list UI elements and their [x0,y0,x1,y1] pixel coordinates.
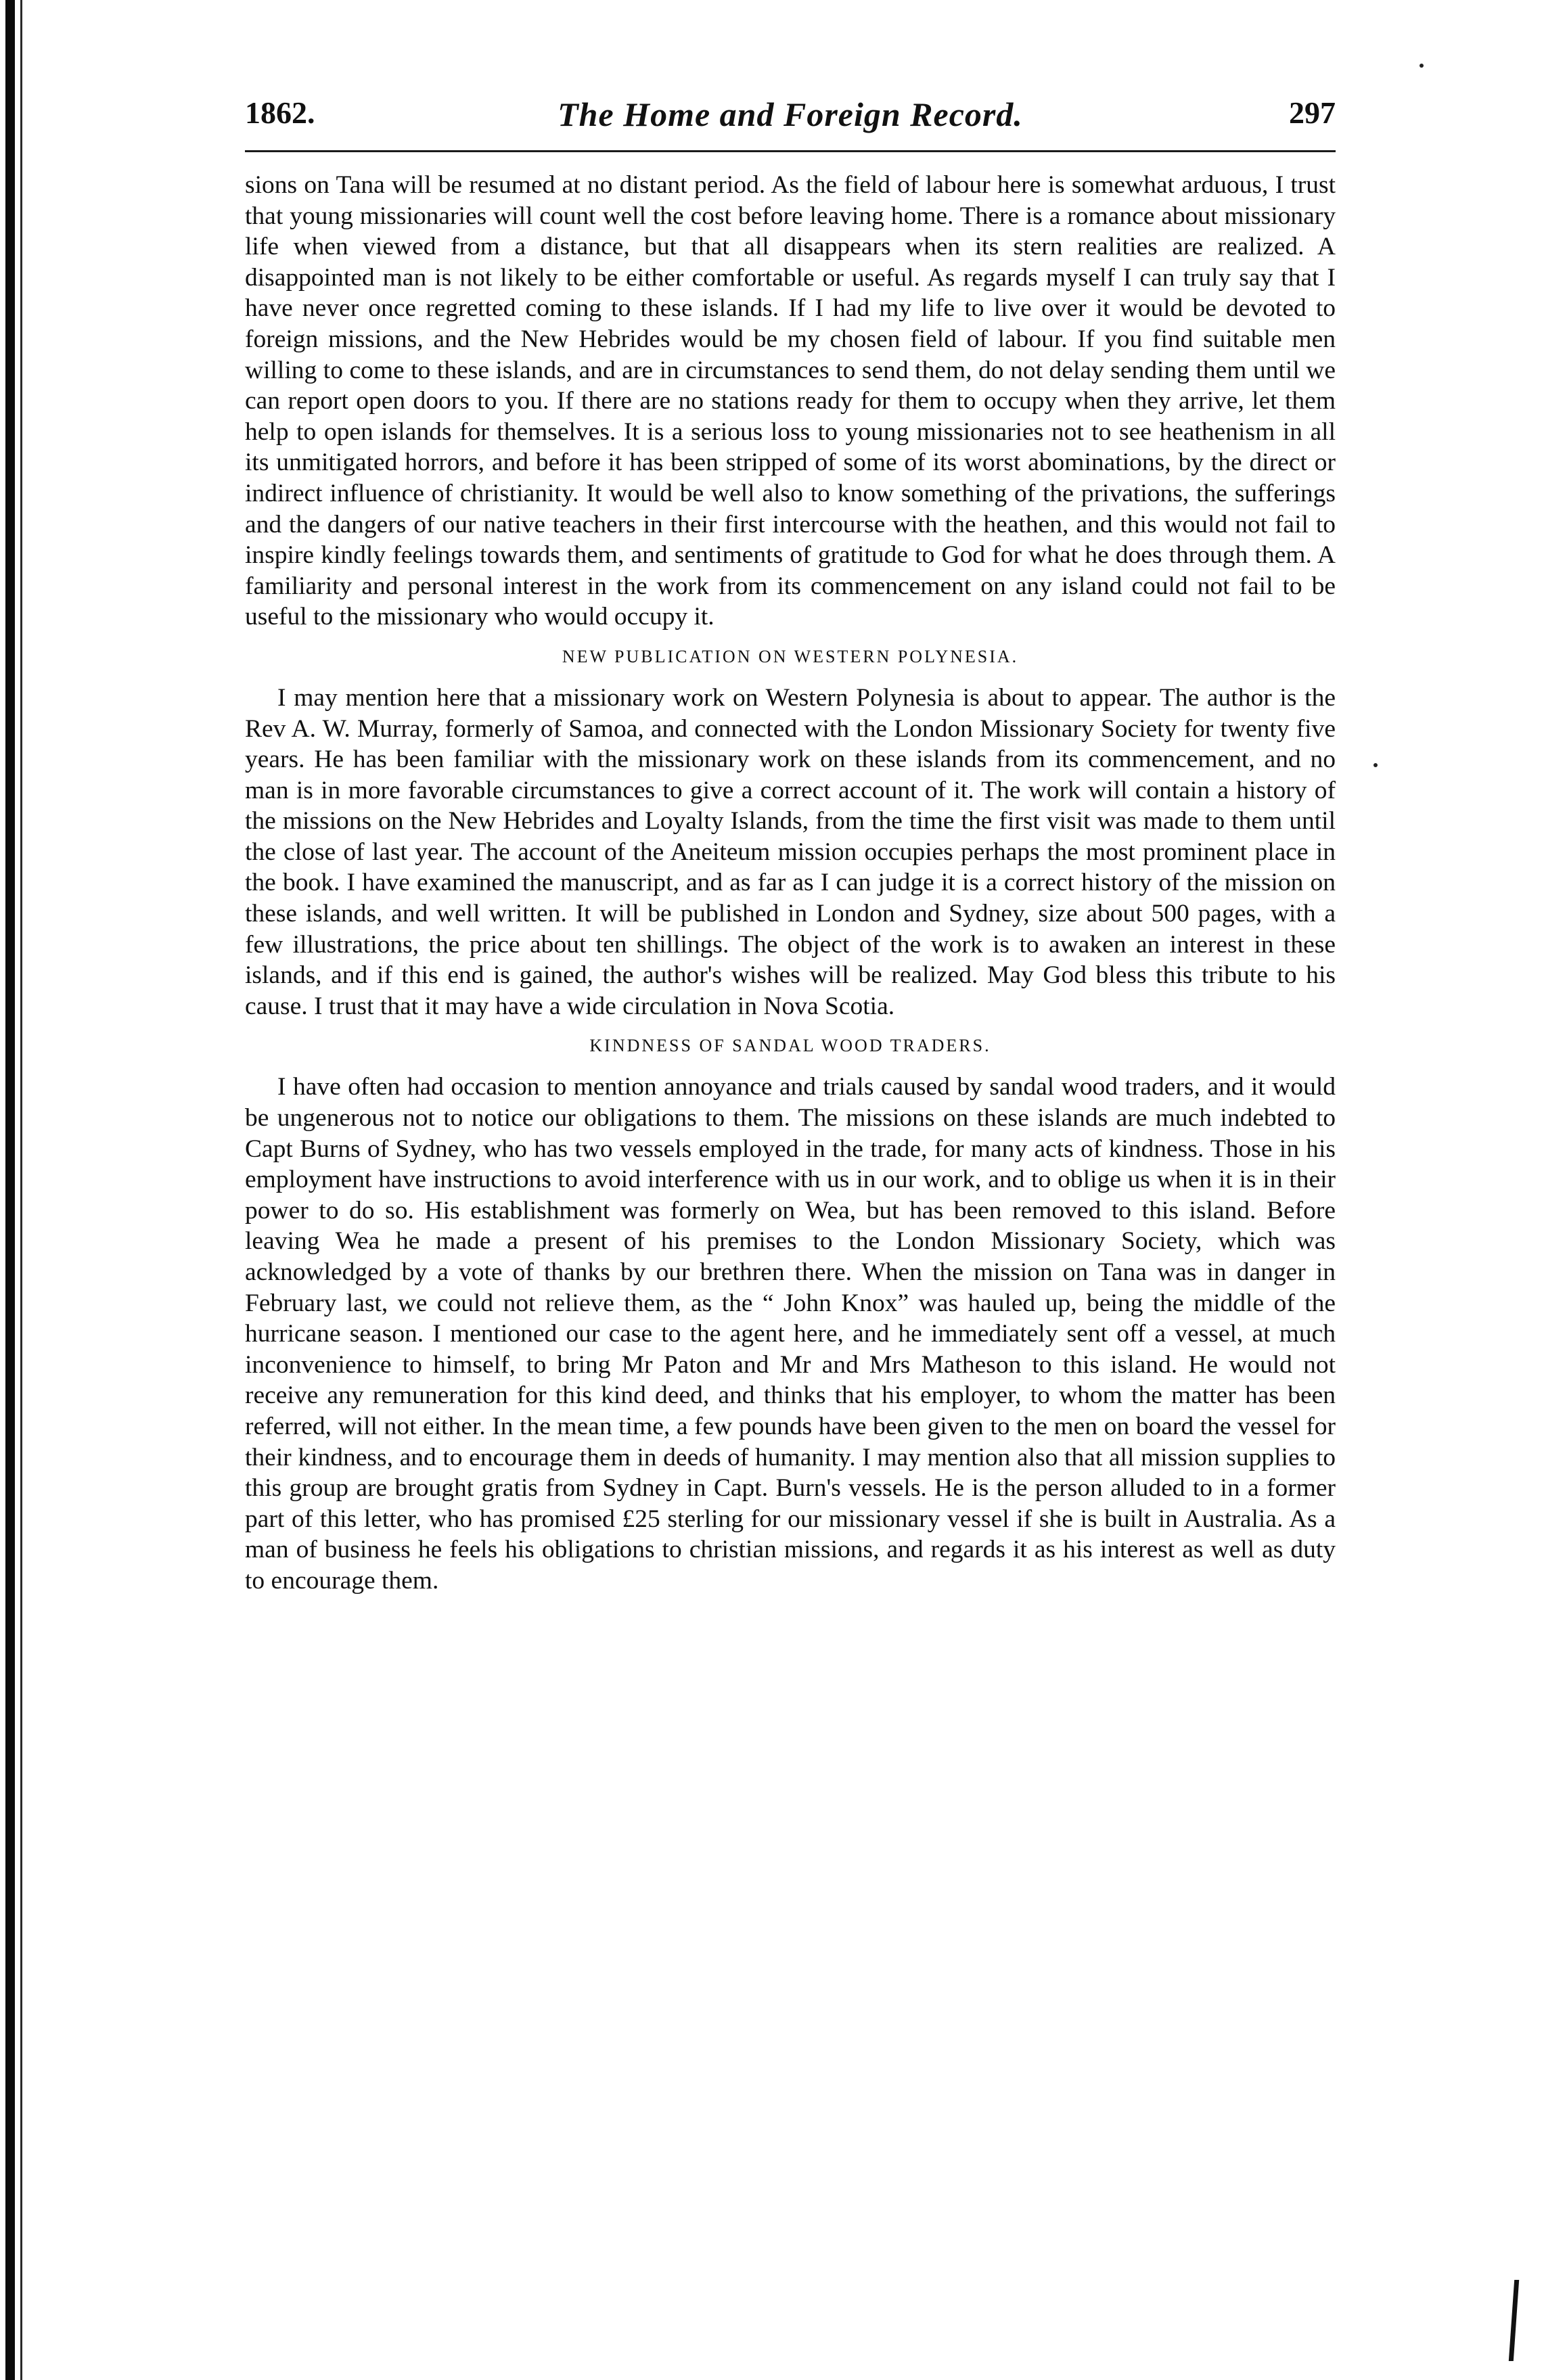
paragraph-new-publication: I may mention here that a missionary work on Western Polynesia is about to appear. The author is the Rev A. W. Murray, formerly of Samoa, and connected with the London Missionary Society for twenty five years. He has been familiar with the missionary work on these islands from its commencement, and no man is in more favorable circumstances to give a correct account of it. The work will contain a history of the missions on the New Hebrides and Loyalty Islands, from the time the first visit was made to them until the close of last year. The account of the Aneiteum mission occupies perhaps the most prominent place in the book. I have examined the manuscript, and as far as I can judge it is a correct history of the mission on these islands, and well written. It will be published in London and Sydney, size about 500 pages, with a few illustrations, the price about ten shillings. The object of the work is to awaken an interest in these islands, and if this end is gained, the author's wishes will be realized. May God bless this tribute to his cause. I trust that it may have a wide circulation in Nova Scotia. [245,683,1336,1020]
print-speck [1373,763,1378,767]
section-heading-new-publication: NEW PUBLICATION ON WESTERN POLYNESIA. [562,646,1019,666]
paragraph-continuation: sions on Tana will be resumed at no distant period. As the field of labour here is somewhat arduous, I trust that young missionaries will count well the cost before leaving home. There is a romance about missionary life when viewed from a distance, but that all disappears when its stern realities are realized. A disappointed man is not likely to be either comfortable or useful. As regards myself I can truly say that I have never once regretted coming to these islands. If I had my life to live over it would be devoted to foreign missions, and the New Hebrides would be my chosen field of labour. If you find suitable men willing to come to these islands, and are in circumstances to send them, do not delay sending them until we can report open doors to you. If there are no stations ready for them to occupy when they arrive, let them help to open islands for themselves. It is a serious loss to young missionaries not to see heathenism in all its unmitigated horrors, and before it has been stripped of some of its worst abominations, by the direct or indirect influence of christianity. It would be well also to know something of the privations, the sufferings and the dangers of our native teachers in their first intercourse with the heathen, and this would not fail to inspire kindly feelings towards them, and sentiments of gratitude to God for what he does through them. A familiarity and personal interest in the work from its commencement on any island could not fail to be useful to the missionary who would occupy it. [245,171,1336,631]
page-edge-line [20,0,22,2380]
running-header [245,95,1336,152]
header-year: 1862. [245,95,315,130]
header-title: The Home and Foreign Record. [558,95,1023,133]
page-number: 297 [1289,95,1336,130]
article-body [245,170,1336,1597]
section-heading-sandal-wood: KINDNESS OF SANDAL WOOD TRADERS. [589,1036,991,1056]
page-edge-shadow [5,0,15,2380]
document-page [245,95,1336,1597]
paragraph-sandal-wood: I have often had occasion to mention annoyance and trials caused by sandal wood traders, and it would be ungenerous not to notice our obligations to them. The missions on these islands are much indebted to Capt Burns of Sydney, who has two vessels employed in the trade, for many acts of kindness. Those in his employment have instructions to avoid interference with us in our work, and to oblige us when it is in their power to do so. His establishment was formerly on Wea, but has been removed to this island. Before leaving Wea he made a present of his premises to the London Missionary Society, which was acknowledged by a vote of thanks by our brethren there. When the mission on Tana was in danger in February last, we could not relieve them, as the “ John Knox” was hauled up, being the middle of the hurricane season. I mentioned our case to the agent here, and he immediately sent off a vessel, at much inconvenience to himself, to bring Mr Paton and Mr and Mrs Matheson to this island. He would not receive any remuneration for this kind deed, and thinks that his employer, to whom the matter has been referred, will not either. In the mean time, a few pounds have been given to the men on board the vessel for their kindness, and to encourage them in deeds of humanity. I may mention also that all mission supplies to this group are brought gratis from Sydney in Capt. Burn's vessels. He is the person alluded to in a former part of this letter, who has promised £25 sterling for our missionary vessel if she is built in Australia. As a man of business he feels his obligations to christian missions, and regards it as his interest as well as duty to encourage them. [245,1073,1336,1595]
print-speck [1420,64,1424,68]
margin-mark [1509,2280,1519,2361]
